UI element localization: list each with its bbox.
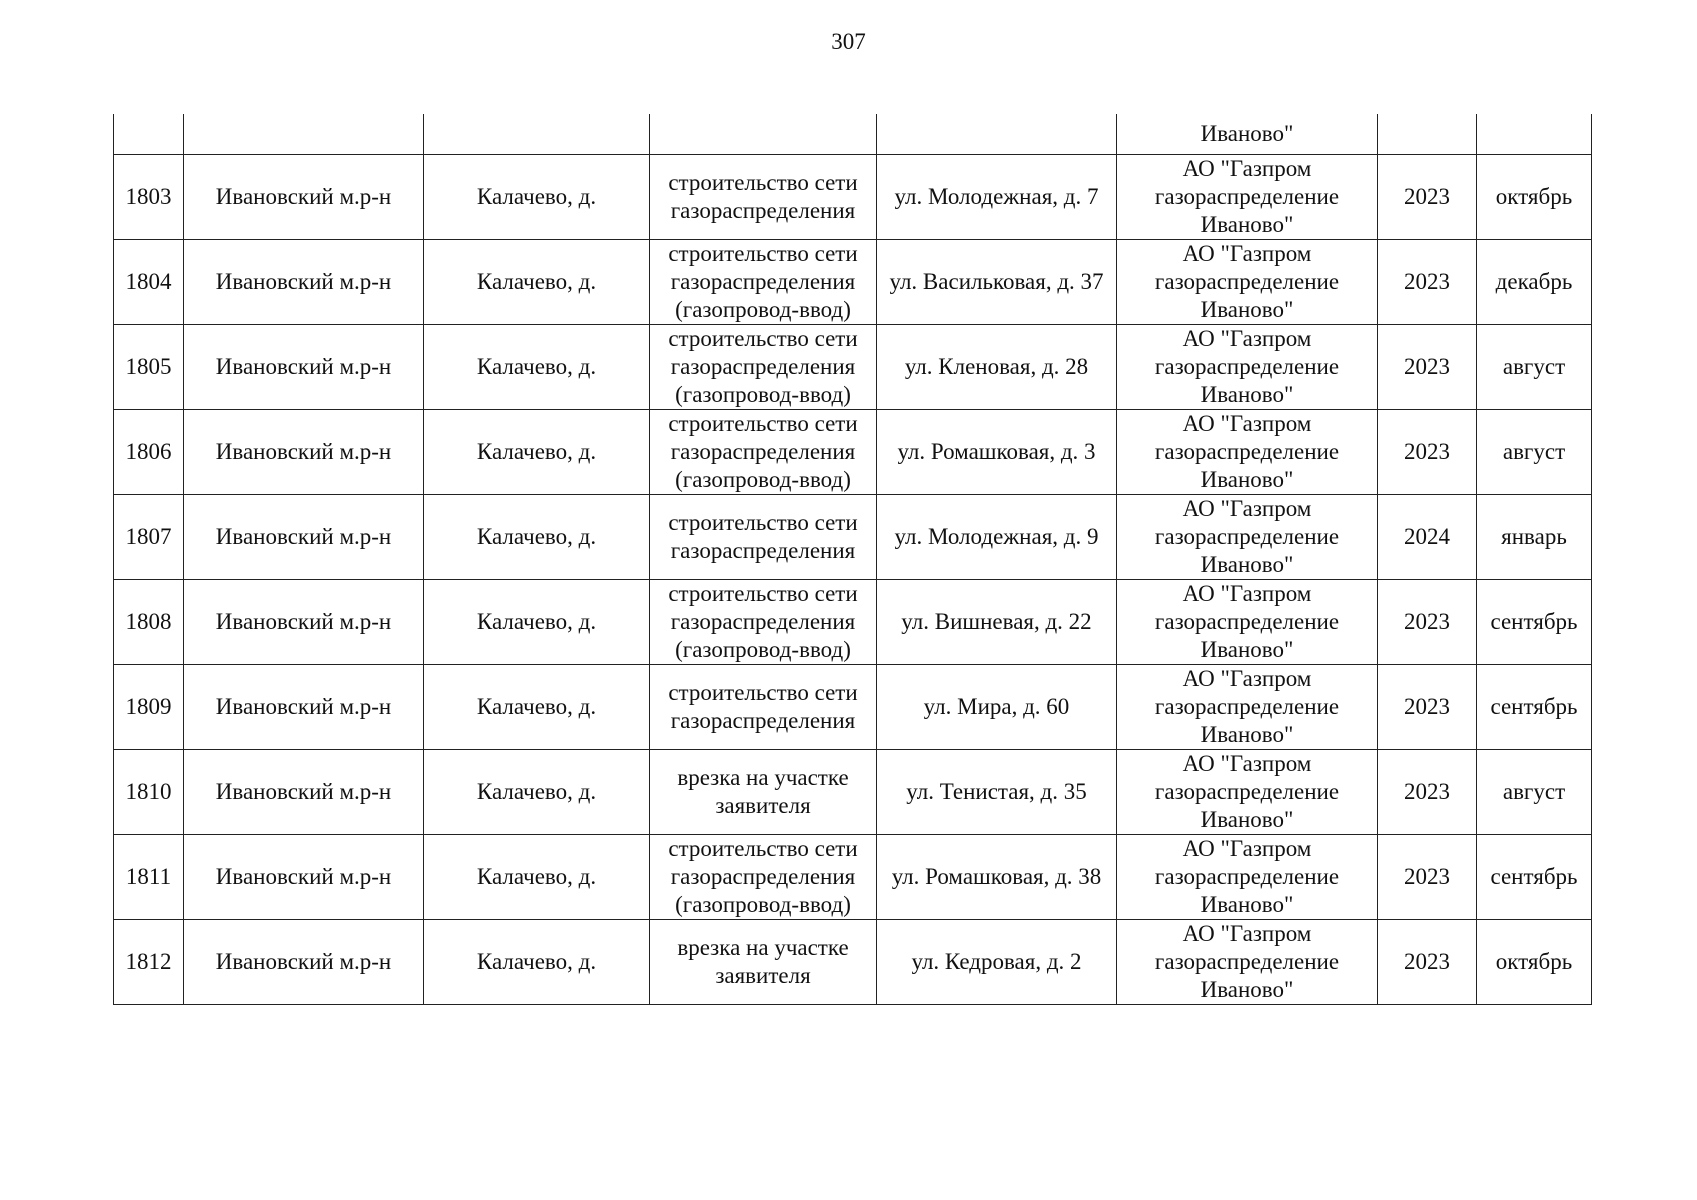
cell-year: 2023 xyxy=(1378,324,1477,409)
cell-address: ул. Тенистая, д. 35 xyxy=(877,749,1117,834)
cell-settlement: Калачево, д. xyxy=(424,239,650,324)
table-row xyxy=(114,664,1592,749)
table-row xyxy=(114,919,1592,1004)
table-row xyxy=(114,749,1592,834)
cell-district: Ивановский м.р-н xyxy=(184,324,424,409)
cell-num: 1807 xyxy=(114,494,184,579)
cell-district: Ивановский м.р-н xyxy=(184,409,424,494)
cell-settlement: Калачево, д. xyxy=(424,664,650,749)
cell-num: 1810 xyxy=(114,749,184,834)
cell-organization: АО "Газпром газораспределение Иваново" xyxy=(1117,664,1378,749)
cell-settlement: Калачево, д. xyxy=(424,579,650,664)
cell-organization: АО "Газпром газораспределение Иваново" xyxy=(1117,239,1378,324)
table-row xyxy=(114,494,1592,579)
cell-address: ул. Молодежная, д. 9 xyxy=(877,494,1117,579)
cell-year: 2023 xyxy=(1378,834,1477,919)
cell-work: строительство сети газораспределения xyxy=(650,494,877,579)
cell-month xyxy=(1477,114,1592,154)
cell-year xyxy=(1378,114,1477,154)
table-row xyxy=(114,834,1592,919)
table-row-continuation xyxy=(114,114,1592,154)
cell-settlement: Калачево, д. xyxy=(424,749,650,834)
cell-address: ул. Вишневая, д. 22 xyxy=(877,579,1117,664)
cell-year: 2023 xyxy=(1378,749,1477,834)
cell-num: 1805 xyxy=(114,324,184,409)
cell-settlement: Калачево, д. xyxy=(424,409,650,494)
cell-address: ул. Васильковая, д. 37 xyxy=(877,239,1117,324)
cell-year: 2023 xyxy=(1378,154,1477,239)
cell-work: врезка на участке заявителя xyxy=(650,749,877,834)
table-body xyxy=(114,114,1592,1004)
cell-organization: АО "Газпром газораспределение Иваново" xyxy=(1117,409,1378,494)
cell-month: август xyxy=(1477,324,1592,409)
page-number: 307 xyxy=(831,29,866,54)
cell-district: Ивановский м.р-н xyxy=(184,749,424,834)
cell-organization: АО "Газпром газораспределение Иваново" xyxy=(1117,494,1378,579)
cell-work: врезка на участке заявителя xyxy=(650,919,877,1004)
cell-settlement: Калачево, д. xyxy=(424,834,650,919)
cell-work: строительство сети газораспределения (газопровод-ввод) xyxy=(650,579,877,664)
cell-organization: АО "Газпром газораспределение Иваново" xyxy=(1117,834,1378,919)
cell-settlement: Калачево, д. xyxy=(424,324,650,409)
gasification-table xyxy=(113,114,1592,1005)
cell-month: октябрь xyxy=(1477,154,1592,239)
cell-year: 2023 xyxy=(1378,664,1477,749)
cell-work: строительство сети газораспределения xyxy=(650,154,877,239)
cell-year: 2023 xyxy=(1378,239,1477,324)
cell-num: 1803 xyxy=(114,154,184,239)
cell-work xyxy=(650,114,877,154)
cell-num xyxy=(114,114,184,154)
cell-settlement: Калачево, д. xyxy=(424,494,650,579)
cell-month: август xyxy=(1477,749,1592,834)
cell-organization: АО "Газпром газораспределение Иваново" xyxy=(1117,579,1378,664)
cell-work: строительство сети газораспределения (газопровод-ввод) xyxy=(650,409,877,494)
cell-num: 1811 xyxy=(114,834,184,919)
table-row xyxy=(114,154,1592,239)
cell-address: ул. Молодежная, д. 7 xyxy=(877,154,1117,239)
cell-month: сентябрь xyxy=(1477,834,1592,919)
cell-organization: АО "Газпром газораспределение Иваново" xyxy=(1117,919,1378,1004)
cell-month: январь xyxy=(1477,494,1592,579)
cell-month: сентябрь xyxy=(1477,579,1592,664)
cell-month: сентябрь xyxy=(1477,664,1592,749)
cell-district: Ивановский м.р-н xyxy=(184,579,424,664)
cell-year: 2024 xyxy=(1378,494,1477,579)
cell-district: Ивановский м.р-н xyxy=(184,919,424,1004)
cell-district: Ивановский м.р-н xyxy=(184,494,424,579)
cell-address: ул. Ромашковая, д. 3 xyxy=(877,409,1117,494)
table-row xyxy=(114,579,1592,664)
cell-organization: АО "Газпром газораспределение Иваново" xyxy=(1117,749,1378,834)
cell-num: 1809 xyxy=(114,664,184,749)
cell-num: 1804 xyxy=(114,239,184,324)
cell-year: 2023 xyxy=(1378,579,1477,664)
cell-district xyxy=(184,114,424,154)
cell-num: 1812 xyxy=(114,919,184,1004)
table-row xyxy=(114,324,1592,409)
table-row xyxy=(114,239,1592,324)
cell-year: 2023 xyxy=(1378,919,1477,1004)
cell-address xyxy=(877,114,1117,154)
cell-year: 2023 xyxy=(1378,409,1477,494)
cell-address: ул. Кедровая, д. 2 xyxy=(877,919,1117,1004)
cell-work: строительство сети газораспределения (газопровод-ввод) xyxy=(650,324,877,409)
cell-address: ул. Кленовая, д. 28 xyxy=(877,324,1117,409)
cell-district: Ивановский м.р-н xyxy=(184,239,424,324)
cell-district: Ивановский м.р-н xyxy=(184,154,424,239)
cell-work: строительство сети газораспределения (газопровод-ввод) xyxy=(650,834,877,919)
cell-month: октябрь xyxy=(1477,919,1592,1004)
cell-settlement: Калачево, д. xyxy=(424,154,650,239)
cell-settlement xyxy=(424,114,650,154)
cell-address: ул. Мира, д. 60 xyxy=(877,664,1117,749)
cell-work: строительство сети газораспределения xyxy=(650,664,877,749)
cell-month: декабрь xyxy=(1477,239,1592,324)
cell-address: ул. Ромашковая, д. 38 xyxy=(877,834,1117,919)
cell-settlement: Калачево, д. xyxy=(424,919,650,1004)
cell-num: 1808 xyxy=(114,579,184,664)
cell-organization: АО "Газпром газораспределение Иваново" xyxy=(1117,324,1378,409)
cell-work: строительство сети газораспределения (газопровод-ввод) xyxy=(650,239,877,324)
cell-num: 1806 xyxy=(114,409,184,494)
table-row xyxy=(114,409,1592,494)
cell-organization: АО "Газпром газораспределение Иваново" xyxy=(1117,154,1378,239)
cell-district: Ивановский м.р-н xyxy=(184,834,424,919)
cell-organization: Иваново" xyxy=(1117,114,1378,154)
cell-district: Ивановский м.р-н xyxy=(184,664,424,749)
cell-month: август xyxy=(1477,409,1592,494)
